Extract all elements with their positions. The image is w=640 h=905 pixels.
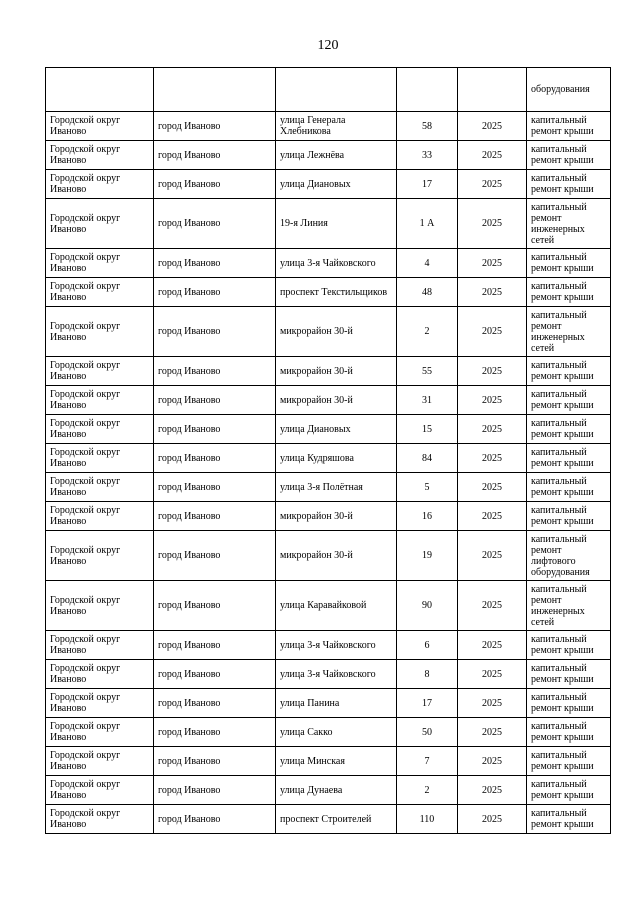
cell-district: Городской округ Иваново — [46, 502, 154, 531]
cell-street — [276, 68, 397, 112]
cell-city: город Иваново — [154, 444, 276, 473]
table-row — [46, 805, 611, 834]
cell-city: город Иваново — [154, 415, 276, 444]
cell-city: город Иваново — [154, 531, 276, 581]
cell-district: Городской округ Иваново — [46, 581, 154, 631]
cell-street: улица Диановых — [276, 415, 397, 444]
cell-district: Городской округ Иваново — [46, 141, 154, 170]
cell-house: 110 — [397, 805, 458, 834]
table-row — [46, 502, 611, 531]
cell-house: 8 — [397, 660, 458, 689]
cell-work-type: капитальный ремонт крыши — [527, 278, 611, 307]
cell-year: 2025 — [458, 249, 527, 278]
cell-work-type: капитальный ремонт крыши — [527, 805, 611, 834]
table-row — [46, 444, 611, 473]
cell-city: город Иваново — [154, 386, 276, 415]
cell-year: 2025 — [458, 502, 527, 531]
table-row — [46, 660, 611, 689]
cell-district: Городской округ Иваново — [46, 718, 154, 747]
cell-house: 5 — [397, 473, 458, 502]
cell-district: Городской округ Иваново — [46, 170, 154, 199]
cell-year: 2025 — [458, 631, 527, 660]
table-row — [46, 307, 611, 357]
cell-street: улица Генерала Хлебникова — [276, 112, 397, 141]
cell-street: микрорайон 30-й — [276, 357, 397, 386]
cell-street: улица Минская — [276, 747, 397, 776]
cell-work-type: капитальный ремонт крыши — [527, 415, 611, 444]
cell-work-type: капитальный ремонт крыши — [527, 249, 611, 278]
page-number: 120 — [317, 38, 339, 53]
cell-year: 2025 — [458, 415, 527, 444]
cell-house: 90 — [397, 581, 458, 631]
cell-house: 4 — [397, 249, 458, 278]
cell-work-type: капитальный ремонт крыши — [527, 170, 611, 199]
cell-year: 2025 — [458, 473, 527, 502]
cell-year: 2025 — [458, 660, 527, 689]
cell-work-type: капитальный ремонт крыши — [527, 473, 611, 502]
cell-district: Городской округ Иваново — [46, 199, 154, 249]
cell-house: 2 — [397, 307, 458, 357]
cell-city: город Иваново — [154, 689, 276, 718]
cell-street: микрорайон 30-й — [276, 386, 397, 415]
cell-district: Городской округ Иваново — [46, 386, 154, 415]
cell-work-type: капитальный ремонт крыши — [527, 357, 611, 386]
continuation-row — [46, 68, 611, 112]
cell-year: 2025 — [458, 386, 527, 415]
cell-house: 1 А — [397, 199, 458, 249]
table-row — [46, 415, 611, 444]
cell-work-type: капитальный ремонт крыши — [527, 776, 611, 805]
cell-house: 16 — [397, 502, 458, 531]
table-row — [46, 278, 611, 307]
cell-district: Городской округ Иваново — [46, 112, 154, 141]
cell-work-type: капитальный ремонт крыши — [527, 689, 611, 718]
cell-work-type: оборудования — [527, 68, 611, 112]
cell-year: 2025 — [458, 581, 527, 631]
cell-work-type: капитальный ремонт крыши — [527, 141, 611, 170]
table-row — [46, 199, 611, 249]
cell-street: улица Дунаева — [276, 776, 397, 805]
cell-street: улица Сакко — [276, 718, 397, 747]
cell-city: город Иваново — [154, 249, 276, 278]
cell-house: 31 — [397, 386, 458, 415]
cell-work-type: капитальный ремонт крыши — [527, 718, 611, 747]
cell-city: город Иваново — [154, 660, 276, 689]
cell-year: 2025 — [458, 444, 527, 473]
cell-street: микрорайон 30-й — [276, 502, 397, 531]
cell-city: город Иваново — [154, 141, 276, 170]
cell-work-type: капитальный ремонт крыши — [527, 112, 611, 141]
cell-house: 6 — [397, 631, 458, 660]
cell-district — [46, 68, 154, 112]
cell-year: 2025 — [458, 718, 527, 747]
table-body — [46, 68, 611, 834]
cell-year: 2025 — [458, 776, 527, 805]
cell-house — [397, 68, 458, 112]
cell-district: Городской округ Иваново — [46, 747, 154, 776]
cell-year: 2025 — [458, 357, 527, 386]
cell-street: микрорайон 30-й — [276, 307, 397, 357]
cell-street: улица Кудряшова — [276, 444, 397, 473]
cell-work-type: капитальный ремонт лифтового оборудования — [527, 531, 611, 581]
table-row — [46, 357, 611, 386]
cell-city: город Иваново — [154, 199, 276, 249]
cell-city: город Иваново — [154, 170, 276, 199]
cell-year: 2025 — [458, 199, 527, 249]
cell-district: Городской округ Иваново — [46, 415, 154, 444]
housing-repair-table — [45, 67, 611, 834]
cell-district: Городской округ Иваново — [46, 805, 154, 834]
table-row — [46, 689, 611, 718]
table-row — [46, 473, 611, 502]
cell-district: Городской округ Иваново — [46, 531, 154, 581]
cell-year: 2025 — [458, 278, 527, 307]
cell-street: улица 3-я Чайковского — [276, 631, 397, 660]
cell-house: 17 — [397, 170, 458, 199]
cell-house: 17 — [397, 689, 458, 718]
table-row — [46, 776, 611, 805]
cell-district: Городской округ Иваново — [46, 278, 154, 307]
cell-house: 84 — [397, 444, 458, 473]
table-row — [46, 531, 611, 581]
cell-city: город Иваново — [154, 307, 276, 357]
cell-year: 2025 — [458, 747, 527, 776]
cell-district: Городской округ Иваново — [46, 473, 154, 502]
cell-city: город Иваново — [154, 747, 276, 776]
cell-year: 2025 — [458, 170, 527, 199]
table-row — [46, 386, 611, 415]
cell-work-type: капитальный ремонт инженерных сетей — [527, 307, 611, 357]
cell-city: город Иваново — [154, 473, 276, 502]
cell-street: проспект Текстильщиков — [276, 278, 397, 307]
cell-house: 48 — [397, 278, 458, 307]
cell-district: Городской округ Иваново — [46, 660, 154, 689]
cell-work-type: капитальный ремонт крыши — [527, 660, 611, 689]
cell-city: город Иваново — [154, 357, 276, 386]
cell-work-type: капитальный ремонт крыши — [527, 386, 611, 415]
cell-work-type: капитальный ремонт крыши — [527, 631, 611, 660]
cell-year: 2025 — [458, 112, 527, 141]
cell-house: 15 — [397, 415, 458, 444]
cell-work-type: капитальный ремонт крыши — [527, 747, 611, 776]
cell-city: город Иваново — [154, 776, 276, 805]
cell-city: город Иваново — [154, 805, 276, 834]
cell-year — [458, 68, 527, 112]
cell-city: город Иваново — [154, 278, 276, 307]
cell-street: проспект Строителей — [276, 805, 397, 834]
cell-street: улица 3-я Чайковского — [276, 660, 397, 689]
table-row — [46, 718, 611, 747]
cell-house: 55 — [397, 357, 458, 386]
table-row — [46, 631, 611, 660]
cell-street: улица Каравайковой — [276, 581, 397, 631]
cell-house: 19 — [397, 531, 458, 581]
table-row — [46, 747, 611, 776]
cell-street: микрорайон 30-й — [276, 531, 397, 581]
cell-street: 19-я Линия — [276, 199, 397, 249]
cell-district: Городской округ Иваново — [46, 631, 154, 660]
cell-city: город Иваново — [154, 631, 276, 660]
cell-street: улица Диановых — [276, 170, 397, 199]
table-row — [46, 112, 611, 141]
table-row — [46, 581, 611, 631]
cell-work-type: капитальный ремонт крыши — [527, 444, 611, 473]
cell-street: улица 3-я Чайковского — [276, 249, 397, 278]
cell-city: город Иваново — [154, 502, 276, 531]
cell-house: 7 — [397, 747, 458, 776]
cell-district: Городской округ Иваново — [46, 357, 154, 386]
cell-house: 33 — [397, 141, 458, 170]
cell-district: Городской округ Иваново — [46, 444, 154, 473]
cell-street: улица 3-я Полётная — [276, 473, 397, 502]
cell-city — [154, 68, 276, 112]
table-row — [46, 249, 611, 278]
cell-district: Городской округ Иваново — [46, 776, 154, 805]
cell-year: 2025 — [458, 689, 527, 718]
table-row — [46, 141, 611, 170]
cell-house: 2 — [397, 776, 458, 805]
cell-street: улица Лежнёва — [276, 141, 397, 170]
cell-work-type: капитальный ремонт крыши — [527, 502, 611, 531]
table-row — [46, 170, 611, 199]
cell-district: Городской округ Иваново — [46, 249, 154, 278]
cell-city: город Иваново — [154, 718, 276, 747]
cell-work-type: капитальный ремонт инженерных сетей — [527, 581, 611, 631]
cell-district: Городской округ Иваново — [46, 689, 154, 718]
cell-city: город Иваново — [154, 581, 276, 631]
cell-year: 2025 — [458, 307, 527, 357]
cell-year: 2025 — [458, 805, 527, 834]
cell-house: 58 — [397, 112, 458, 141]
cell-year: 2025 — [458, 141, 527, 170]
cell-street: улица Панина — [276, 689, 397, 718]
cell-year: 2025 — [458, 531, 527, 581]
cell-work-type: капитальный ремонт инженерных сетей — [527, 199, 611, 249]
cell-district: Городской округ Иваново — [46, 307, 154, 357]
cell-house: 50 — [397, 718, 458, 747]
cell-city: город Иваново — [154, 112, 276, 141]
